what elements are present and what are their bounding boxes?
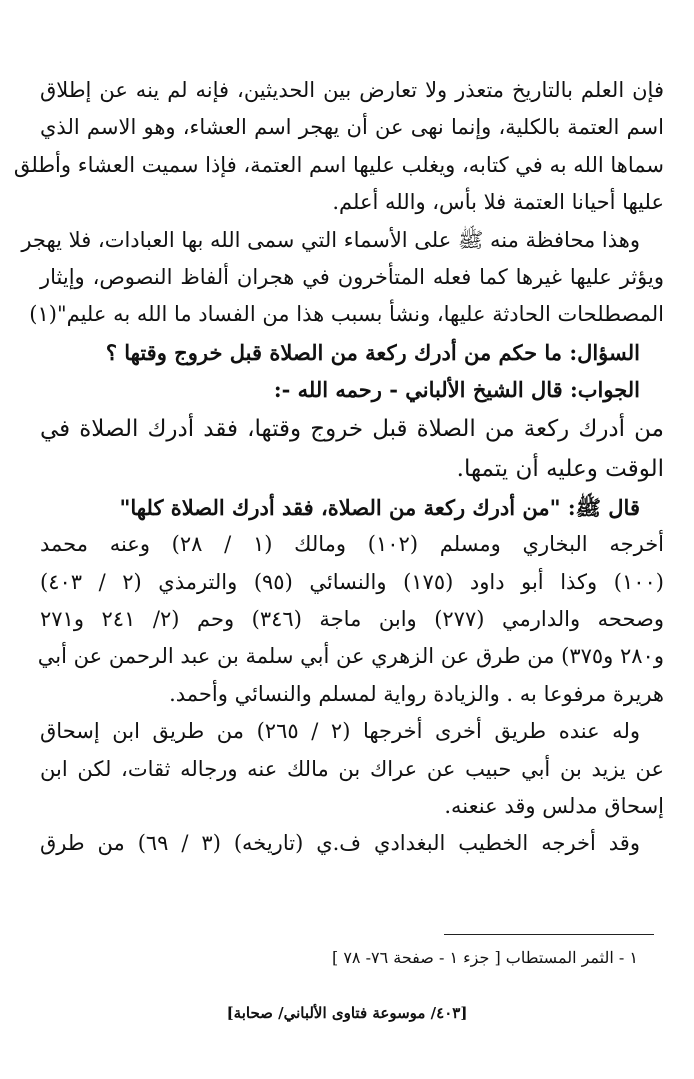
text-line: اسم العتمة بالكلية، وإنما نهى عن أن يهجر اسم العشاء، وهو الاسم الذي: [40, 115, 664, 140]
text-line: وقد أخرجه الخطيب البغدادي ف.ي (تاريخه) (٣ / ٦٩) من طرق: [40, 831, 640, 856]
footnote: ١ - الثمر المستطاب [ جزء ١ - صفحة ٧٦- ٧٨ ]: [331, 948, 638, 967]
page-body: [13, 72, 665, 863]
text-line: وله عنده طريق أخرى أخرجها (٢ / ٢٦٥) من طريق ابن إسحاق: [40, 719, 640, 744]
answer-heading: الجواب: قال الشيخ الألباني - رحمه الله -:: [273, 377, 640, 403]
text-line: أخرجه البخاري ومسلم (١٠٢) ومالك (١ / ٢٨) وعنه محمد: [40, 532, 665, 557]
text-line: المصطلحات الحادثة عليها، ونشأ بسبب هذا من الفساد ما الله به عليم"(١): [29, 302, 664, 327]
text-line: وصححه والدارمي (٢٧٧) وابن ماجة (٣٤٦) وحم (٢/ ٢٤١ و٢٧١: [40, 607, 664, 632]
text-line: الوقت وعليه أن يتمها.: [456, 455, 664, 482]
text-line: فإن العلم بالتاريخ متعذر ولا تعارض بين الحديثين، فإنه لم ينه عن إطلاق: [40, 78, 664, 102]
text-line: و٢٨٠ و٣٧٥) من طرق عن الزهري عن أبي سلمة بن عبد الرحمن عن أبي: [37, 644, 664, 669]
text-line: سماها الله به في كتابه، ويغلب عليها اسم العتمة، فإذا سميت العشاء وأطلق: [13, 152, 664, 177]
footnote-separator: [444, 934, 654, 935]
text-line: إسحاق مدلس وقد عنعنه.: [444, 794, 664, 819]
text-line: عن يزيد بن أبي حبيب عن عراك بن مالك عنه ورجاله ثقات، لكن ابن: [40, 756, 664, 781]
question-heading: السؤال: ما حكم من أدرك ركعة من الصلاة قبل خروج وقتها ؟: [105, 339, 640, 365]
text-line: من أدرك ركعة من الصلاة قبل خروج وقتها، فقد أدرك الصلاة في: [40, 415, 664, 442]
text-line: (١٠٠) وكذا أبو داود (١٧٥) والنسائي (٩٥) والترمذي (٢ / ٤٠٣): [40, 569, 664, 594]
hadith-quote: قال ﷺ: "من أدرك ركعة من الصلاة، فقد أدرك الصلاة كلها": [119, 494, 640, 520]
text-line: عليها أحيانا العتمة فلا بأس، والله أعلم.: [332, 190, 664, 215]
text-line: ويؤثر عليها غيرها كما فعله المتأخرون في هجران ألفاظ النصوص، وإيثار: [40, 264, 664, 289]
text-line: هريرة مرفوعا به . والزيادة رواية لمسلم والنسائي وأحمد.: [169, 681, 664, 706]
text-line: وهذا محافظة منه ﷺ على الأسماء التي سمى الله بها العبادات، فلا يهجر: [21, 227, 640, 252]
page-footer: [٤٠٣/ موسوعة فتاوى الألباني/ صحابة]: [226, 1004, 468, 1022]
